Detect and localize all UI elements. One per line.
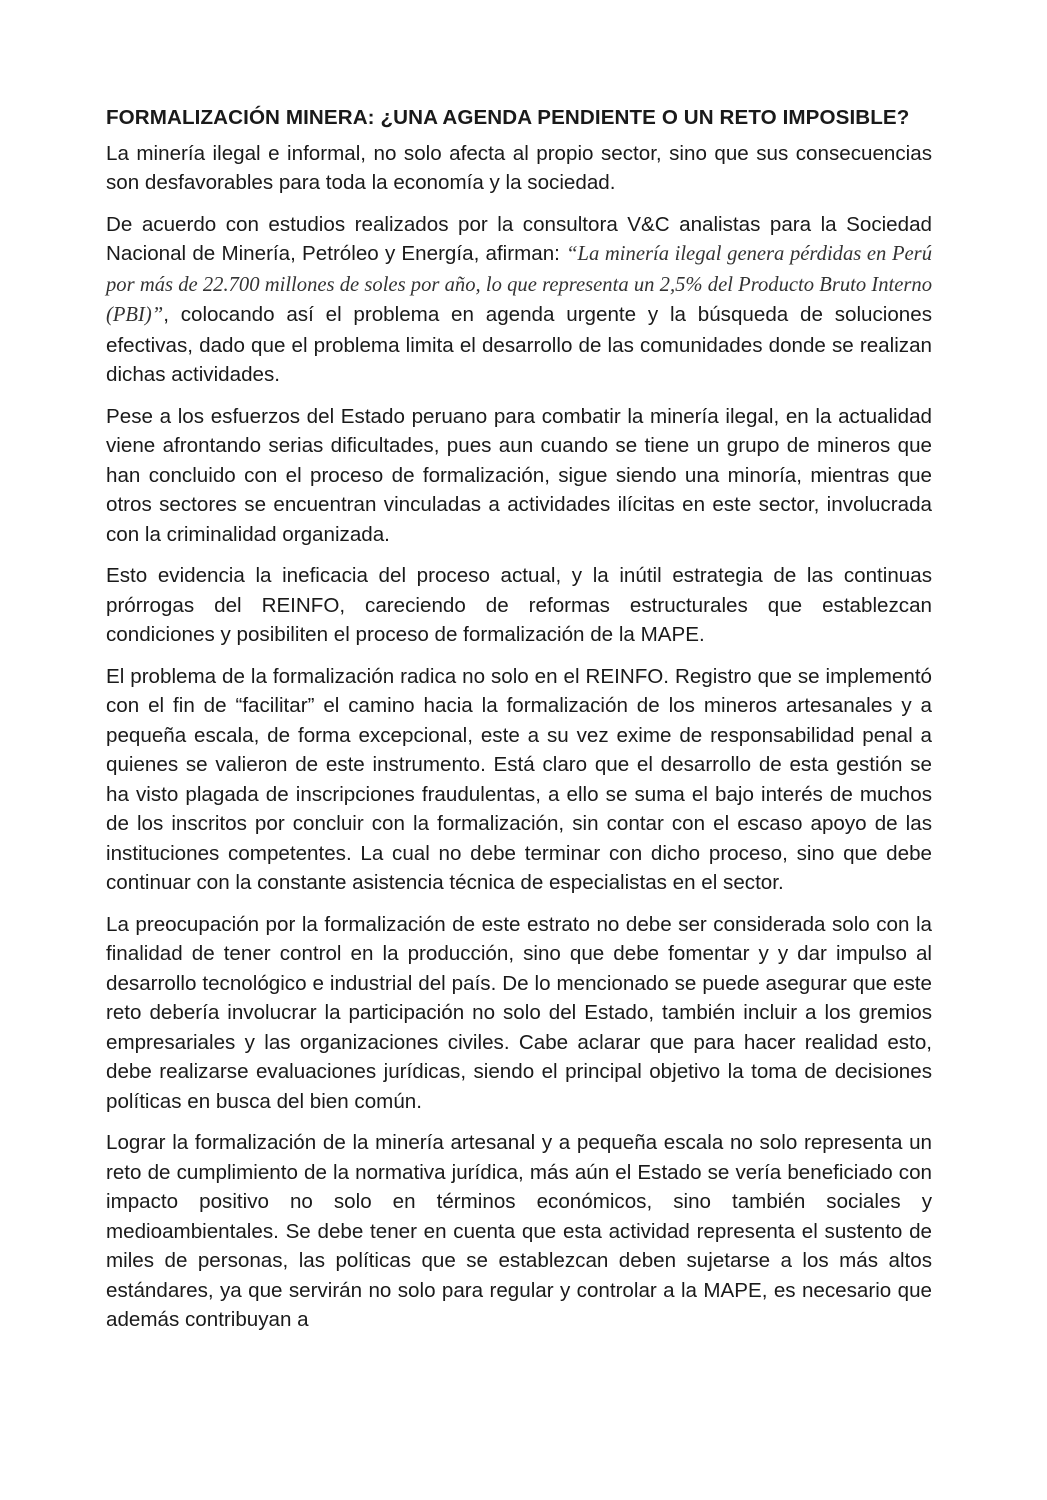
paragraph-2-quote: “La minería ilegal genera pérdidas en Perú por más de 22.700 millones de soles por año, lo que representa un 2,5% del Producto Bruto Interno (PBI)” — [106, 243, 932, 326]
paragraph-6: La preocupación por la formalización de este estrato no debe ser considerada solo con la finalidad de tener control en la producción, sino que debe fomentar y y dar impulso al desarrollo tecnológico e industrial del país. De lo mencionado se puede asegurar que este reto debería involucrar la participación no solo del Estado, también incluir a los gremios empresariales y las organizaciones civiles. Cabe aclarar que para hacer realidad esto, debe realizarse evaluaciones jurídicas, siendo el principal objetivo la toma de decisiones políticas en busca del bien común. — [106, 912, 932, 1113]
paragraph-3: Pese a los esfuerzos del Estado peruano para combatir la minería ilegal, en la actualidad viene afrontando serias dificultades, pues aun cuando se tiene un grupo de mineros que han concluido con el proceso de formalización, sigue siendo una minoría, mientras que otros sectores se encuentran vinculadas a actividades ilícitas en este sector, involucrada con la criminalidad organizada. — [106, 404, 932, 546]
document-page — [106, 103, 932, 1347]
paragraph-2 — [106, 210, 932, 390]
document-title: FORMALIZACIÓN MINERA: ¿UNA AGENDA PENDIENTE O UN RETO IMPOSIBLE? — [106, 106, 910, 129]
paragraph-2-rest: , colocando así el problema en agenda urgente y la búsqueda de soluciones efectivas, dado que el problema limita el desarrollo de las comunidades donde se realizan dichas actividades. — [106, 303, 932, 386]
paragraph-7: Lograr la formalización de la minería artesanal y a pequeña escala no solo representa un reto de cumplimiento de la normativa jurídica, más aún el Estado se vería beneficiado con impacto positivo no solo en términos económicos, sino también sociales y medioambientales. Se debe tener en cuenta que esta actividad representa el sustento de miles de personas, las políticas que se establezcan deben sujetarse a los más altos estándares, ya que servirán no solo para regular y controlar a la MAPE, es necesario que además contribuyan a — [106, 1131, 932, 1331]
paragraph-2-intro: De acuerdo con estudios realizados por la consultora V&C analistas para la Sociedad Nacional de Minería, Petróleo y Energía, afirman: — [106, 212, 932, 265]
paragraph-4: Esto evidencia la ineficacia del proceso actual, y la inútil estrategia de las continuas prórrogas del REINFO, careciendo de reformas estructurales que establezcan condiciones y posibiliten el proceso de formalización de la MAPE. — [106, 564, 932, 646]
paragraph-1: La minería ilegal e informal, no solo afecta al propio sector, sino que sus consecuencias son desfavorables para toda la economía y la sociedad. — [106, 141, 932, 194]
paragraph-5: El problema de la formalización radica no solo en el REINFO. Registro que se implementó con el fin de “facilitar” el camino hacia la formalización de los mineros artesanales y a pequeña escala, de forma excepcional, este a su vez exime de responsabilidad penal a quienes se valieron de este instrumento. Está claro que el desarrollo de esta gestión se ha visto plagada de inscripciones fraudulentas, a ello se suma el bajo interés de muchos de los inscritos por concluir con la formalización, sin contar con el escaso apoyo de las instituciones competentes. La cual no debe terminar con dicho proceso, sino que debe continuar con la constante asistencia técnica de especialistas en el sector. — [106, 664, 932, 894]
